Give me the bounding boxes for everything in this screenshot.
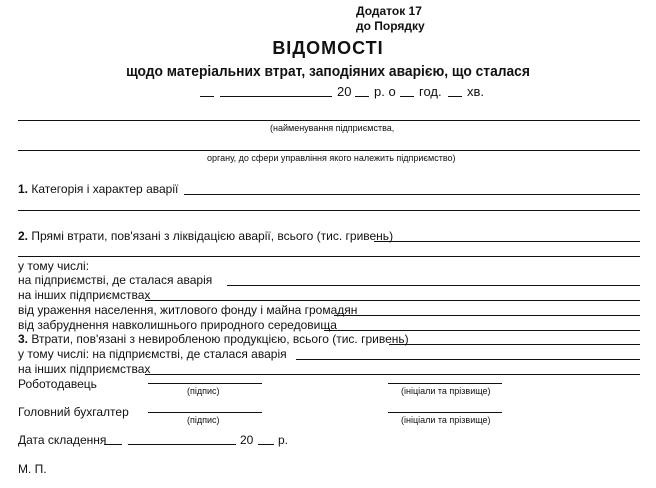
date-minutes-label: хв. (467, 84, 485, 99)
document-title: ВІДОМОСТІ (272, 38, 384, 58)
date-minute-blank[interactable] (448, 96, 462, 97)
section-2-field-2[interactable] (18, 256, 640, 257)
s2-item-enterprise-field[interactable] (227, 285, 640, 286)
section-1-label (18, 182, 178, 196)
accountant-initials-field[interactable] (388, 412, 502, 413)
s2-item-other: на інших підприємствах (18, 288, 151, 302)
including-label: у тому числі: (18, 259, 90, 273)
date-hour-blank[interactable] (400, 96, 414, 97)
compiled-date-label: Дата складення (18, 433, 107, 447)
date-month-blank[interactable] (220, 96, 332, 97)
section-3-field[interactable] (389, 344, 640, 345)
section-2-field[interactable] (374, 241, 640, 242)
section-1-text: Категорія і характер аварії (31, 182, 179, 196)
employer-signature-field[interactable] (148, 383, 262, 384)
section-3-text: Втрати, пов'язані з невиробленою продукцією, всього (тис. гривень) (31, 332, 409, 346)
section-2-number: 2. (18, 229, 29, 243)
s2-item-other-field[interactable] (145, 300, 640, 301)
employer-initials-field[interactable] (388, 383, 502, 384)
appendix-reference: до Порядку (356, 19, 425, 33)
date-day-blank[interactable] (200, 96, 214, 97)
compiled-year-prefix: 20 (240, 433, 254, 447)
compiled-month-blank[interactable] (128, 444, 236, 445)
appendix-block (356, 4, 425, 34)
section-1-number: 1. (18, 182, 29, 196)
accountant-signature-caption: (підпис) (187, 415, 220, 425)
enterprise-caption: (найменування підприємства, (270, 123, 395, 133)
s3-item-other-field[interactable] (145, 374, 640, 375)
s3-item-enterprise-field[interactable] (296, 359, 640, 360)
appendix-number: Додаток 17 (356, 4, 422, 18)
accountant-signature-field[interactable] (148, 412, 262, 413)
enterprise-name-field[interactable] (18, 120, 640, 121)
employer-signature-caption: (підпис) (187, 386, 220, 396)
employer-initials-caption: (ініціали та прізвище) (401, 386, 491, 396)
section-3-number: 3. (18, 332, 29, 346)
authority-field[interactable] (18, 150, 640, 151)
compiled-r-label: р. (278, 433, 289, 447)
s2-item-environment: від забруднення навколишнього природного середовища (18, 318, 337, 332)
section-3-label (18, 332, 409, 346)
s2-item-population-field[interactable] (334, 315, 640, 316)
compiled-day-blank[interactable] (104, 444, 122, 445)
section-2-label (18, 229, 393, 243)
s2-item-enterprise: на підприємстві, де сталася аварія (18, 273, 213, 287)
date-year-prefix: 20 (337, 84, 352, 99)
section-1-field[interactable] (184, 194, 640, 195)
compiled-year-blank[interactable] (258, 444, 274, 445)
employer-label: Роботодавець (18, 377, 97, 391)
date-r-label: р. о (374, 84, 396, 99)
accountant-initials-caption: (ініціали та прізвище) (401, 415, 491, 425)
s3-item-enterprise: у тому числі: на підприємстві, де сталася аварія (18, 347, 287, 361)
document-subtitle: щодо матеріальних втрат, заподіяних аварією, що сталася (126, 63, 530, 80)
section-1-field-2[interactable] (18, 210, 640, 211)
accountant-label: Головний бухгалтер (18, 405, 129, 419)
s2-item-environment-field[interactable] (324, 330, 640, 331)
stamp-place-label: М. П. (18, 462, 47, 476)
s2-item-population: від ураження населення, житлового фонду і майна громадян (18, 303, 358, 317)
date-year-blank[interactable] (355, 96, 369, 97)
authority-caption: органу, до сфери управління якого належить підприємство) (207, 153, 456, 163)
date-hours-label: год. (419, 84, 442, 99)
s3-item-other: на інших підприємствах (18, 362, 151, 376)
section-2-text: Прямі втрати, пов'язані з ліквідацією аварії, всього (тис. гривень) (31, 229, 394, 243)
